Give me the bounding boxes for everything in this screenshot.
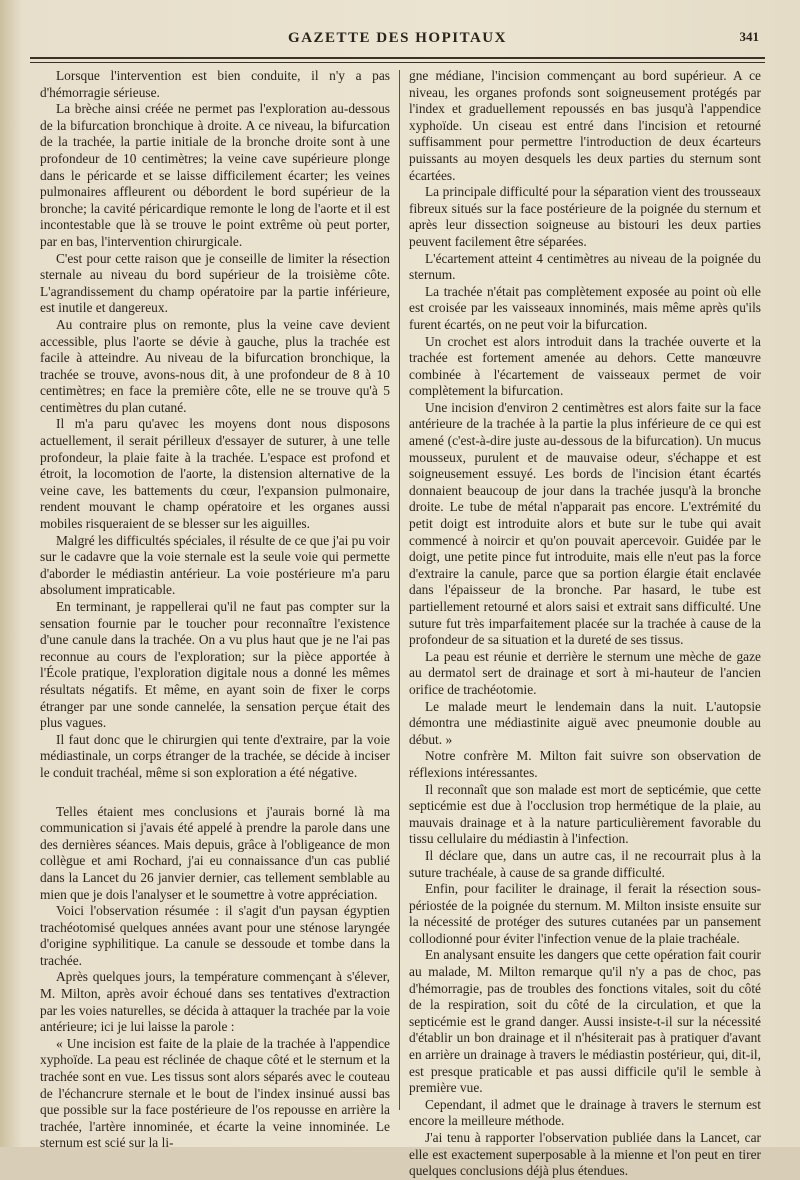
header-rule-thick bbox=[30, 57, 765, 59]
paragraph: C'est pour cette raison que je conseille de limiter la résection sternale au niveau du bord supérieur de la troisième côte. L'agrandissement du champ opératoire par la partie inférieure, est inutile et dangereux. bbox=[40, 250, 390, 316]
paragraph: Lorsque l'intervention est bien conduite, il n'y a pas d'hémorragie sérieuse. bbox=[40, 68, 390, 100]
paragraph: Il déclare que, dans un autre cas, il ne recourrait plus à la suture trachéale, à cause de sa grande difficulté. bbox=[409, 847, 761, 880]
paragraph: L'écartement atteint 4 centimètres au niveau de la poignée du sternum. bbox=[409, 250, 761, 283]
paragraph: Voici l'observation résumée : il s'agit d'un paysan égyptien trachéotomisé quelques années avant pour une sténose laryngée d'origine syphilitique. La canule se dessoude et tombe dans la trachée. bbox=[40, 903, 390, 968]
column-divider bbox=[399, 70, 400, 1110]
page-number: 341 bbox=[739, 29, 759, 44]
paragraph: gne médiane, l'incision commençant au bord supérieur. A ce niveau, les organes profonds sont soigneusement protégés par l'index et graduellement repoussés en bas jusqu'à l'appendice xyphoïde. Un ciseau est entré dans l'incision et retourné suffisamment pour permettre l'introduction de deux écarteurs puissants au moyen desquels les deux parties du sternum sont écartées. bbox=[409, 68, 761, 183]
journal-title: GAZETTE DES HOPITAUX bbox=[288, 30, 507, 46]
paragraph: Il faut donc que le chirurgien qui tente d'extraire, par la voie médiastinale, un corps étranger de la trachée, se décide à inciser le conduit trachéal, même si son exploration a été négative. bbox=[40, 731, 390, 780]
paragraph: Le malade meurt le lendemain dans la nuit. L'autopsie démontra une médiastinite aiguë avec pneumonie double au début. » bbox=[409, 698, 761, 747]
paragraph: Une incision d'environ 2 centimètres est alors faite sur la face antérieure de la trachée à la partie la plus inférieure de ce qui est amené (c'est-à-dire juste au-dessous de la bifurcation). Un mucus mousseux, purulent et de mauvaise odeur, s'échappe et est soigneusement essuyé. Les bords de l'incision étant écartés donnaient beaucoup de jour dans la trachée jusqu'à la bronche droite. Le tube de métal n'apparait pas encore. L'extrémité du petit doigt est introduite alors et bute sur le tube qui avait commencé à noircir et qu'on pouvait apercevoir. Guidée par le doigt, une petite pince fut introduite, mais elle n'eut pas la force d'extraire la canule, parce que sa portion élargie était enclavée dans l'épaisseur de la bronche. Par hasard, le tube est partiellement retourné et alors saisi et extrait sans difficulté. Une suture fut très imparfaitement placée sur la trachée à cause de la profondeur de sa situation et la dureté de ses tissus. bbox=[409, 399, 761, 648]
paragraph: Malgré les difficultés spéciales, il résulte de ce que j'ai pu voir sur le cadavre que la voie sternale est la seule voie qui permette d'aborder le médiastin antérieur. La voie postérieure m'a paru absolument impraticable. bbox=[40, 532, 390, 598]
paragraph: Il reconnaît que son malade est mort de septicémie, que cette septicémie est due à l'occlusion trop hermétique de la plaie, au mauvais drainage et à la nature particulièrement favorable du tissu cellulaire du médiastin à l'infection. bbox=[409, 781, 761, 847]
paragraph: La trachée n'était pas complètement exposée au point où elle est croisée par les vaisseaux innominés, mais même après qu'ils furent écartés, on ne peut voir la bifurcation. bbox=[409, 283, 761, 332]
paragraph: Il m'a paru qu'avec les moyens dont nous disposons actuellement, il serait périlleux d'essayer de suturer, à une telle profondeur, la plaie faite à la trachée. L'espace est profond et étroit, la locomotion de l'aorte, la distension alternative de la veine cave, les battements du cœur, l'expansion pulmonaire, rendent mouvant le champ opératoire et les organes aussi mobiles risqueraient de se blesser sur les aiguilles. bbox=[40, 416, 390, 532]
paragraph: La peau est réunie et derrière le sternum une mèche de gaze au dermatol sert de drainage et sort à mi-hauteur de l'ancien orifice de trachéotomie. bbox=[409, 648, 761, 697]
right-column bbox=[409, 68, 761, 1180]
page-header bbox=[30, 30, 765, 60]
paragraph: Notre confrère M. Milton fait suivre son observation de réflexions intéressantes. bbox=[409, 748, 761, 780]
paragraph: Cependant, il admet que le drainage à travers le sternum est encore la meilleure méthode. bbox=[409, 1096, 761, 1129]
paragraph: La brèche ainsi créée ne permet pas l'exploration au-dessous de la bifurcation bronchique à droite. A ce niveau, la bifurcation de la trachée, la partie initiale de la bronche droite sont à une profondeur de 10 centimètres; la veine cave supérieure plonge dans le péricarde et se laisse difficilement écarter; les veines pulmonaires affleurent ou débordent le bord supérieur de la bronche; la cavité péricardique remonte le long de l'aorte et il est incontestable que là se trouve le point extrême où peut porter, par en bas, l'intervention chirurgicale. bbox=[40, 101, 390, 249]
paragraph: Au contraire plus on remonte, plus la veine cave devient accessible, plus l'aorte se dévie à gauche, plus la trachée est facile à atteindre. Au niveau de la bifurcation bronchique, la trachée se trouve, avons-nous dit, à une profondeur de 8 à 10 centimètres; en face la première côte, elle ne se trouve qu'à 5 centimètres du plan cutané. bbox=[40, 316, 390, 415]
paragraph: Enfin, pour faciliter le drainage, il ferait la résection sous-périostée de la poignée du sternum. M. Milton insiste ensuite sur la nécessité de protéger des sutures cutanées par un pansement collodionné pour éviter l'infection venue de la plaie trachéale. bbox=[409, 881, 761, 946]
paragraph: En terminant, je rappellerai qu'il ne faut pas compter sur la sensation fournie par le toucher pour reconnaître l'existence d'une canule dans la trachée. On a vu plus haut que je ne l'ai pas reconnue au cours de l'exploration; sur la pièce apportée à l'École pratique, l'exploration digitale nous a donné les mêmes résultats négatifs. Et même, en ayant soin de fixer le corps étranger par une sonde cannelée, la sensation perçue était des plus vagues. bbox=[40, 599, 390, 731]
paragraph: Un crochet est alors introduit dans la trachée ouverte et la trachée est fortement amenée au dehors. Cette manœuvre combinée à l'écartement de vaisseaux permet de voir complètement la bifurcation. bbox=[409, 333, 761, 399]
header-rule-thin bbox=[30, 62, 765, 63]
paragraph: « Une incision est faite de la plaie de la trachée à l'appendice xyphoïde. La peau est réclinée de chaque côté et le sternum et la trachée sont en vue. Les tissus sont alors séparés avec le couteau de l'échancrure sternale et le bout de l'index insinué aussi bas que possible sur la face postérieure de l'os repousse en arrière la trachée, l'artère innominée, et écarte la veine innominée. Le sternum est scié sur la li- bbox=[40, 1035, 390, 1151]
left-column bbox=[40, 68, 390, 1152]
paragraph: En analysant ensuite les dangers que cette opération fait courir au malade, M. Milton remarque qu'il n'y a pas de choc, pas d'hémorragie, pas de troubles des fonctions vitales, soit du côté de la respiration, soit du côté de la circulation, et que la septicémie est le grand danger. Aussi insiste-t-il sur la nécessité d'établir un bon drainage et il n'hésiterait pas à pratiquer d'avant en arrière un drainage à travers le médiastin postérieur, qui, dit-il, est presque praticable et pas aussi difficile qu'il le semble à première vue. bbox=[409, 947, 761, 1096]
paragraph: J'ai tenu à rapporter l'observation publiée dans la Lancet, car elle est exactement superposable à la mienne et l'on peut en tirer quelques conclusions déjà plus étendues. bbox=[409, 1130, 761, 1179]
paragraph: Après quelques jours, la température commençant à s'élever, M. Milton, après avoir échoué dans ses tentatives d'extraction par les voies naturelles, se décida à attaquer la trachée par la voie antérieure; ici je lui laisse la parole : bbox=[40, 969, 390, 1035]
paragraph: La principale difficulté pour la séparation vient des trousseaux fibreux situés sur la face postérieure de la poignée du sternum et après leur dissection soigneuse au bistouri les deux parties peuvent facilement être séparées. bbox=[409, 184, 761, 249]
paragraph: Telles étaient mes conclusions et j'aurais borné là ma communication si j'avais été appelé à prendre la parole dans une des dernières séances. Mais depuis, grâce à l'obligeance de mon collègue et ami Rochard, j'ai eu connaissance d'un cas publié dans la Lancet du 26 janvier dernier, cas tellement semblable au mien que je dois l'analyser et le soumettre à votre appréciation. bbox=[40, 803, 390, 902]
